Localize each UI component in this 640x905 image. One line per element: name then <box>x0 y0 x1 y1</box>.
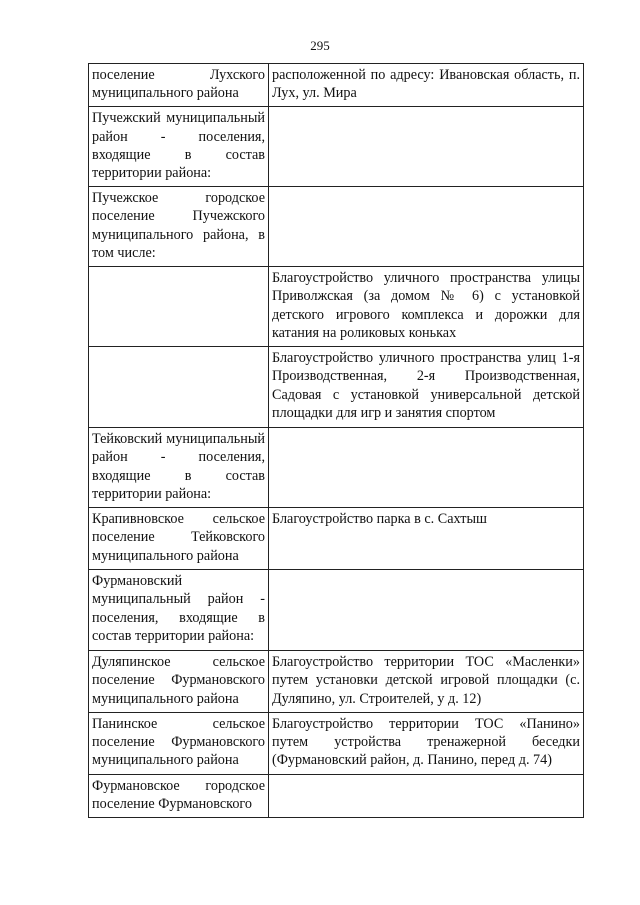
table-cell-settlement: Дуляпинское сельское поселение Фурмановского муниципального района <box>89 651 269 713</box>
table-cell-project <box>269 570 584 651</box>
table-cell-project <box>269 187 584 267</box>
table-cell-settlement: Крапивновское сельское поселение Тейковского муниципального района <box>89 508 269 570</box>
table-cell-settlement: поселение Лухского муниципального района <box>89 64 269 107</box>
table-row <box>89 267 584 347</box>
table-row <box>89 428 584 508</box>
table-row <box>89 774 584 817</box>
table-row <box>89 712 584 774</box>
table-cell-project <box>269 774 584 817</box>
table-cell-project <box>269 428 584 508</box>
table-row <box>89 570 584 651</box>
table-cell-settlement <box>89 347 269 428</box>
table-row <box>89 651 584 713</box>
table-row <box>89 107 584 187</box>
table-cell-settlement <box>89 267 269 347</box>
table-cell-settlement: Фурмановское городское поселение Фурмановского <box>89 774 269 817</box>
table-cell-settlement: Пучежский муниципальный район - поселения, входящие в состав территории района: <box>89 107 269 187</box>
table-cell-project: Благоустройство территории ТОС «Панино» путем устройства тренажерной беседки (Фурмановский район, д. Панино, перед д. 74) <box>269 712 584 774</box>
table-cell-project <box>269 107 584 187</box>
table-cell-settlement: Тейковский муниципальный район - поселения, входящие в состав территории района: <box>89 428 269 508</box>
table-row <box>89 347 584 428</box>
table-cell-project: Благоустройство парка в с. Сахтыш <box>269 508 584 570</box>
table-cell-project: Благоустройство территории ТОС «Масленки» путем установки детской игровой площадки (с. Дуляпино, ул. Строителей, у д. 12) <box>269 651 584 713</box>
table-row <box>89 508 584 570</box>
settlements-table <box>88 63 584 818</box>
table-row <box>89 187 584 267</box>
table-cell-settlement: Фурмановский муниципальный район - поселения, входящие в состав территории района: <box>89 570 269 651</box>
page-number: 295 <box>310 38 330 53</box>
table-cell-settlement: Панинское сельское поселение Фурмановского муниципального района <box>89 712 269 774</box>
table-cell-project: Благоустройство уличного пространства улиц 1-я Производственная, 2-я Производственная, Садовая с установкой универсальной детской площадки для игр и занятия спортом <box>269 347 584 428</box>
table-row <box>89 64 584 107</box>
table-cell-settlement: Пучежское городское поселение Пучежского муниципального района, в том числе: <box>89 187 269 267</box>
table-cell-project: Благоустройство уличного пространства улицы Приволжская (за домом № 6) с установкой детского игрового комплекса и дорожки для катания на роликовых коньках <box>269 267 584 347</box>
table-cell-project: расположенной по адресу: Ивановская область, п. Лух, ул. Мира <box>269 64 584 107</box>
